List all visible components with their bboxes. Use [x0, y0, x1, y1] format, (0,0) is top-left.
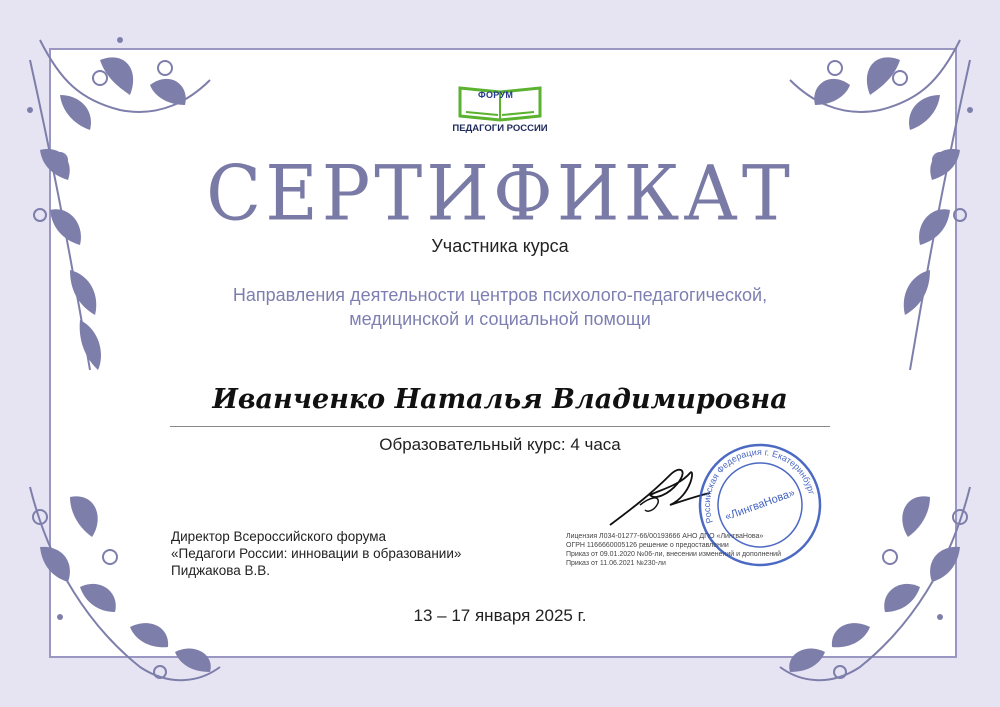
logo-bottom-text: ПЕДАГОГИ РОССИИ	[452, 123, 548, 134]
floral-ornament-bottom-left-icon	[0, 477, 230, 707]
book-logo-icon	[446, 82, 554, 122]
license-line-1: Лицензия Л034-01277-66/00193666 АНО ДПО «ЛингваНова»	[566, 533, 764, 540]
course-hours: Образовательный курс: 4 часа	[379, 435, 621, 454]
name-underline	[170, 426, 830, 427]
forum-logo	[446, 82, 554, 138]
license-line-4: Приказ от 11.06.2021 №230-ли	[566, 560, 666, 567]
certificate-title: СЕРТИФИКАТ	[206, 148, 794, 238]
director-forum: «Педагоги России: инновации в образовании»	[171, 546, 462, 561]
stamp-center-text: «ЛингваНова»	[723, 486, 797, 524]
certificate-subtitle: Участника курса	[431, 236, 569, 256]
logo-top-text: ФОРУМ	[478, 90, 514, 100]
license-line-2: ОГРН 1166660005126 решение о предоставлении	[566, 542, 729, 549]
official-stamp	[690, 440, 830, 570]
course-dates: 13 – 17 января 2025 г.	[413, 606, 587, 625]
stamp-ring-text: Российская Федерация г. Екатеринбург	[701, 446, 817, 525]
license-line-3: Приказ от 09.01.2020 №06-ли, внесении изменений и дополнений	[566, 551, 782, 558]
director-title: Директор Всероссийского форума	[171, 529, 386, 544]
recipient-name: Иванченко Наталья Владимировна	[212, 384, 788, 415]
director-block	[171, 528, 551, 579]
director-name: Пиджакова В.В.	[171, 563, 271, 578]
course-name-line-2: медицинской и социальной помощи	[349, 309, 651, 329]
course-name	[150, 283, 850, 331]
course-name-line-1: Направления деятельности центров психолого-педагогической,	[232, 285, 768, 305]
